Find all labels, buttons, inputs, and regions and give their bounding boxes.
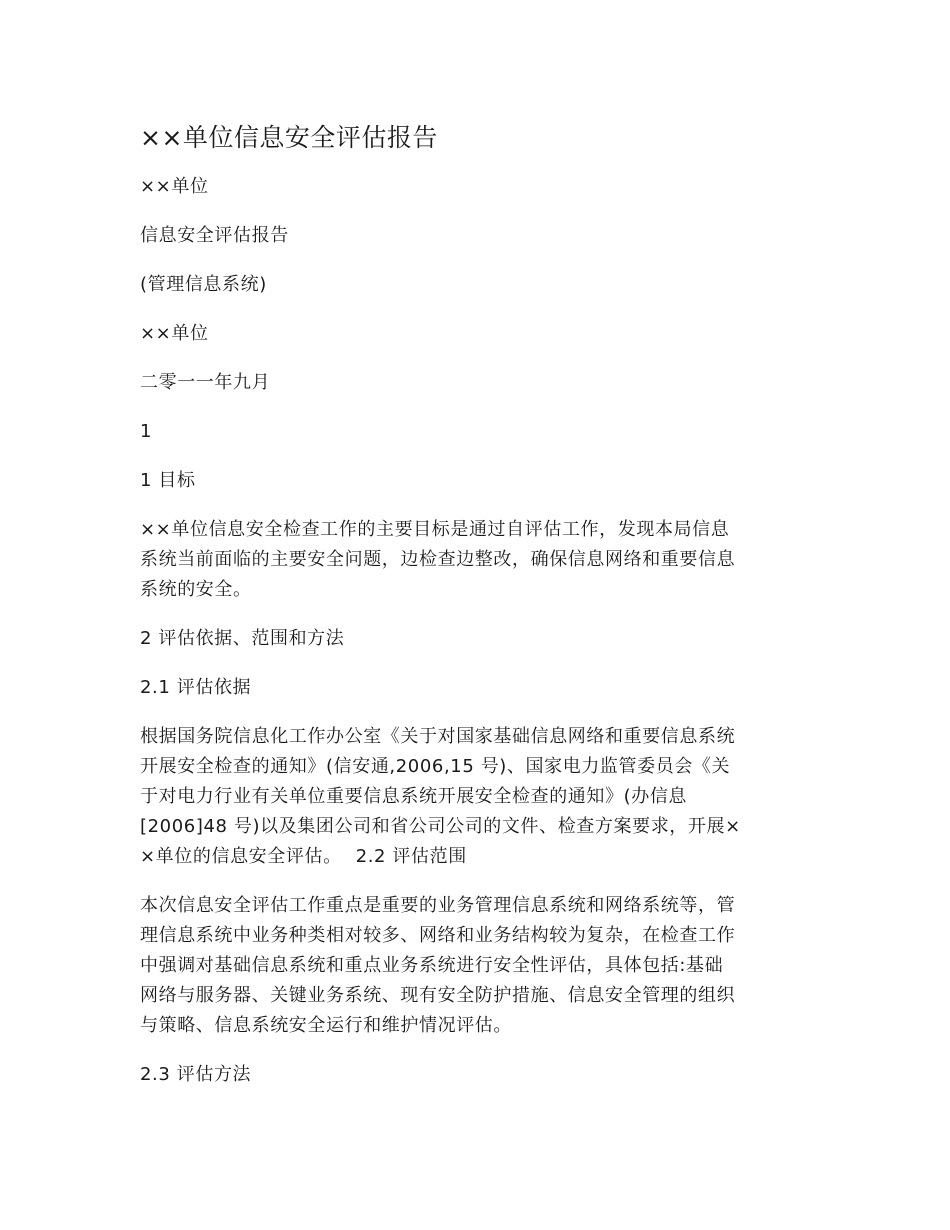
- paragraph-line-with-heading: [140, 842, 812, 872]
- cover-org: ××单位: [140, 176, 209, 197]
- page-number: 1: [140, 421, 153, 442]
- section-2-1-paragraph: [140, 722, 812, 872]
- section-2-1-heading: 2.1 评估依据: [140, 677, 252, 698]
- cover-system: (管理信息系统): [140, 274, 267, 295]
- paragraph-line: 根据国务院信息化工作办公室《关于对国家基础信息网络和重要信息系统: [140, 726, 736, 747]
- paragraph-line: 本次信息安全评估工作重点是重要的业务管理信息系统和网络系统等，管: [140, 895, 736, 916]
- section-2-2-paragraph: [140, 891, 812, 1041]
- paragraph-line: [2006]48 号)以及集团公司和省公司公司的文件、检查方案要求，开展×: [140, 816, 741, 837]
- paragraph-line: 与策略、信息系统安全运行和维护情况评估。: [140, 1015, 512, 1036]
- document-title: ××单位信息安全评估报告: [140, 123, 438, 152]
- paragraph-line: 网络与服务器、关键业务系统、现有安全防护措施、信息安全管理的组织: [140, 985, 736, 1006]
- section-2-3-heading: 2.3 评估方法: [140, 1064, 252, 1085]
- section-2-2-heading: 2.2 评估范围: [355, 846, 467, 867]
- paragraph-line: 中强调对基础信息系统和重点业务系统进行安全性评估，具体包括:基础: [140, 955, 724, 976]
- section-2-heading: 2 评估依据、范围和方法: [140, 628, 345, 649]
- cover-report-name: 信息安全评估报告: [140, 225, 289, 246]
- paragraph-line: ××单位信息安全检查工作的主要目标是通过自评估工作，发现本局信息: [140, 519, 730, 540]
- paragraph-line: 理信息系统中业务种类相对较多、网络和业务结构较为复杂，在检查工作: [140, 925, 736, 946]
- paragraph-line: 于对电力行业有关单位重要信息系统开展安全检查的通知》(办信息: [140, 786, 688, 807]
- document-page: [140, 120, 812, 1109]
- section-1-paragraph: [140, 515, 812, 605]
- cover-org-2: ××单位: [140, 323, 209, 344]
- section-1-heading: 1 目标: [140, 470, 196, 491]
- paragraph-line: 系统当前面临的主要安全问题，边检查边整改，确保信息网络和重要信息: [140, 549, 736, 570]
- paragraph-line: 系统的安全。: [140, 579, 252, 600]
- cover-date: 二零一一年九月: [140, 372, 271, 393]
- paragraph-line: 开展安全检查的通知》(信安通,2006,15 号)、国家电力监管委员会《关: [140, 756, 731, 777]
- paragraph-line: ×单位的信息安全评估。: [140, 846, 342, 867]
